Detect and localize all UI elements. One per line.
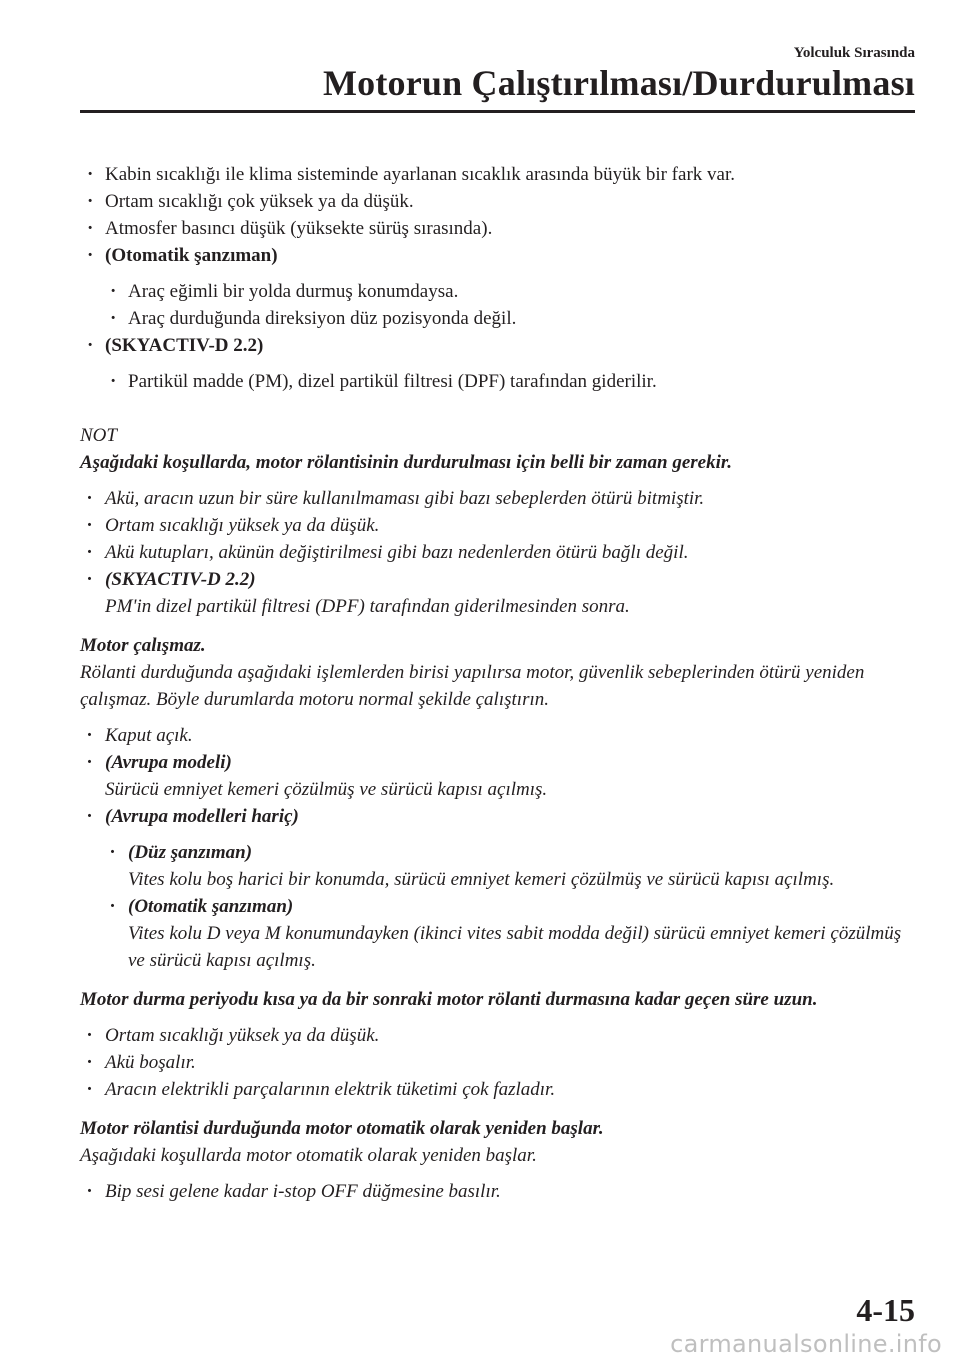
europe-text: Sürücü emniyet kemeri çözülmüş ve sürücü kapısı açılmış.	[105, 779, 548, 800]
note-skyactiv-label: · (SKYACTIV-D 2.2)	[105, 569, 256, 590]
list-item: · Bip sesi gelene kadar i-stop OFF düğmesine basılır.	[80, 1178, 915, 1205]
no-start-heading: Motor çalışmaz.	[80, 635, 206, 656]
no-start-text: Rölanti durduğunda aşağıdaki işlemlerden birisi yapılırsa motor, güvenlik sebeplerinden ötürü yeniden çalışmaz. Böyle durumlarda motoru normal şekilde çalıştırın.	[80, 662, 865, 710]
auto-text: Vites kolu D veya M konumundayken (ikinci vites sabit modda değil) sürücü emniyet kemeri çözülmüş ve sürücü kapısı açılmış.	[128, 923, 902, 971]
skyactiv-label: · (SKYACTIV-D 2.2)	[80, 332, 915, 359]
list-item: · Ortam sıcaklığı çok yüksek ya da düşük.	[80, 188, 915, 215]
list-item: · Akü, aracın uzun bir süre kullanılmaması gibi bazı sebeplerden ötürü bitmiştir.	[80, 485, 915, 512]
page-content	[80, 161, 915, 1205]
list-item: · Ortam sıcaklığı yüksek ya da düşük.	[80, 512, 915, 539]
list-item: · Kaput açık.	[80, 722, 915, 749]
auto-restart-text: Aşağıdaki koşullarda motor otomatik olarak yeniden başlar.	[80, 1145, 537, 1166]
auto-label: · (Otomatik şanzıman)	[128, 896, 294, 917]
list-item: · Akü boşalır.	[80, 1049, 915, 1076]
manual-text: Vites kolu boş harici bir konumda, sürücü emniyet kemeri çözülmüş ve sürücü kapısı açılmış.	[128, 869, 835, 890]
auto-restart-heading: Motor rölantisi durduğunda motor otomatik olarak yeniden başlar.	[80, 1118, 604, 1139]
list-item: · Akü kutupları, akünün değiştirilmesi gibi bazı nedenlerden ötürü bağlı değil.	[80, 539, 915, 566]
note-label: NOT	[80, 425, 117, 446]
watermark: carmanualsonline.info	[670, 1330, 942, 1358]
page-title: Motorun Çalıştırılması/Durdurulması	[322, 63, 915, 103]
list-item	[80, 566, 915, 620]
list-item: · Ortam sıcaklığı yüksek ya da düşük.	[80, 1022, 915, 1049]
manual-label: · (Düz şanzıman)	[128, 842, 253, 863]
list-item: · Aracın elektrikli parçalarının elektrik tüketimi çok fazladır.	[80, 1076, 915, 1103]
list-item	[80, 893, 915, 974]
list-item: · Kabin sıcaklığı ile klima sisteminde ayarlanan sıcaklık arasında büyük bir fark var.	[80, 161, 915, 188]
list-item	[80, 839, 915, 893]
non-europe-label: · (Avrupa modelleri hariç)	[80, 803, 915, 830]
note-skyactiv-text: PM'in dizel partikül filtresi (DPF) tarafından giderilmesinden sonra.	[105, 596, 630, 617]
short-period-heading: Motor durma periyodu kısa ya da bir sonraki motor rölanti durmasına kadar geçen süre uzun.	[80, 989, 818, 1010]
header-rule	[80, 110, 915, 113]
automatic-transmission-label: · (Otomatik şanzıman)	[80, 242, 915, 269]
list-item: · Araç durduğunda direksiyon düz pozisyonda değil.	[80, 305, 915, 332]
europe-label: · (Avrupa modeli)	[105, 752, 232, 773]
page-number: 4-15	[856, 1292, 915, 1328]
section-label: Yolculuk Sırasında	[793, 45, 915, 61]
list-item: · Araç eğimli bir yolda durmuş konumdaysa.	[80, 278, 915, 305]
list-item: · Atmosfer basıncı düşük (yüksekte sürüş sırasında).	[80, 215, 915, 242]
note-heading: Aşağıdaki koşullarda, motor rölantisinin durdurulması için belli bir zaman gerekir.	[80, 452, 732, 473]
list-item: · Partikül madde (PM), dizel partikül filtresi (DPF) tarafından giderilir.	[80, 368, 915, 395]
list-item	[80, 749, 915, 803]
